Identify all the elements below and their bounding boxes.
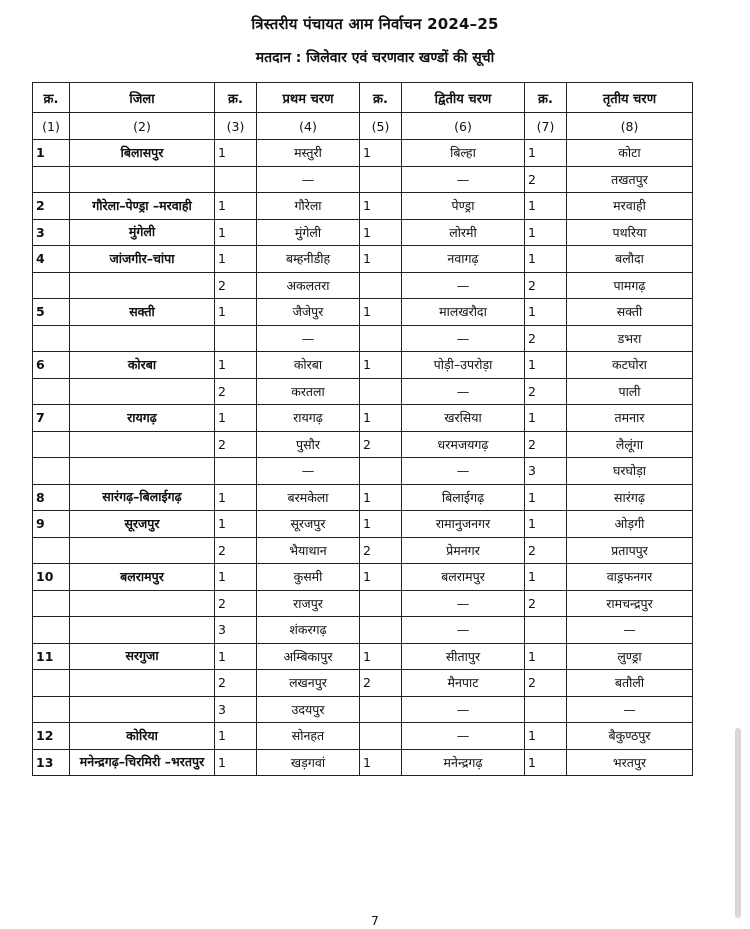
phase2-serial <box>360 590 402 617</box>
phase2-serial: 1 <box>360 643 402 670</box>
district-name: सरगुजा <box>70 643 215 670</box>
district-serial <box>33 458 70 485</box>
phase2-serial: 2 <box>360 670 402 697</box>
phase2-block: — <box>402 458 525 485</box>
table-row <box>33 484 693 511</box>
table-row <box>33 723 693 750</box>
phase1-serial: 3 <box>215 696 257 723</box>
phase3-serial: 1 <box>525 193 567 220</box>
district-serial <box>33 378 70 405</box>
district-serial: 12 <box>33 723 70 750</box>
phase1-block: बरमकेला <box>257 484 360 511</box>
col-header: जिला <box>70 83 215 113</box>
district-name <box>70 325 215 352</box>
district-serial <box>33 670 70 697</box>
district-serial <box>33 537 70 564</box>
phase2-serial: 2 <box>360 537 402 564</box>
phase1-block: शंकरगढ़ <box>257 617 360 644</box>
table-row <box>33 325 693 352</box>
phase1-block: मस्तुरी <box>257 140 360 167</box>
district-name: जांजगीर–चांपा <box>70 246 215 273</box>
district-serial <box>33 166 70 193</box>
district-serial <box>33 272 70 299</box>
phase3-block: सक्ती <box>567 299 693 326</box>
phase3-block: — <box>567 696 693 723</box>
table-row <box>33 670 693 697</box>
district-name: सारंगढ़–बिलाईगढ़ <box>70 484 215 511</box>
phase1-serial: 2 <box>215 431 257 458</box>
district-serial <box>33 617 70 644</box>
phase3-block: मरवाही <box>567 193 693 220</box>
phase2-block: सीतापुर <box>402 643 525 670</box>
col-header: तृतीय चरण <box>567 83 693 113</box>
document-subtitle: मतदान : जिलेवार एवं चरणवार खण्डों की सूची <box>255 50 495 66</box>
header-row <box>33 83 693 113</box>
col-number: (7) <box>525 113 567 140</box>
phase1-block: भैयाथान <box>257 537 360 564</box>
phase3-serial: 3 <box>525 458 567 485</box>
district-serial: 13 <box>33 749 70 776</box>
phase2-serial <box>360 458 402 485</box>
table-body <box>33 83 693 776</box>
phase1-block: लखनपुर <box>257 670 360 697</box>
phase1-serial: 1 <box>215 511 257 538</box>
phase3-block: सारंगढ़ <box>567 484 693 511</box>
phase3-serial: 1 <box>525 219 567 246</box>
district-serial: 1 <box>33 140 70 167</box>
col-header: द्वितीय चरण <box>402 83 525 113</box>
col-number: (6) <box>402 113 525 140</box>
phase2-serial: 1 <box>360 246 402 273</box>
phase2-block: धरमजयगढ़ <box>402 431 525 458</box>
phase1-block: राजपुर <box>257 590 360 617</box>
phase1-block: सूरजपुर <box>257 511 360 538</box>
phase3-serial: 1 <box>525 140 567 167</box>
phase2-block: पेण्ड्रा <box>402 193 525 220</box>
phase3-block: बलौदा <box>567 246 693 273</box>
col-header: क्र. <box>33 83 70 113</box>
phase3-serial: 1 <box>525 484 567 511</box>
phase3-serial: 2 <box>525 325 567 352</box>
phase1-serial: 1 <box>215 405 257 432</box>
phase2-block: रामानुजनगर <box>402 511 525 538</box>
district-name: बिलासपुर <box>70 140 215 167</box>
table-row <box>33 511 693 538</box>
table-row <box>33 405 693 432</box>
phase2-serial: 1 <box>360 484 402 511</box>
phase1-serial: 2 <box>215 590 257 617</box>
table-row <box>33 696 693 723</box>
col-header: क्र. <box>215 83 257 113</box>
district-serial: 5 <box>33 299 70 326</box>
phase3-block: वाड्रफनगर <box>567 564 693 591</box>
phase2-serial <box>360 166 402 193</box>
phase3-block: भरतपुर <box>567 749 693 776</box>
phase1-serial: 1 <box>215 749 257 776</box>
phase3-block: प्रतापपुर <box>567 537 693 564</box>
phase2-serial <box>360 325 402 352</box>
phase2-block: प्रेमनगर <box>402 537 525 564</box>
district-serial: 4 <box>33 246 70 273</box>
phase3-block: तमनार <box>567 405 693 432</box>
phase3-block: पामगढ़ <box>567 272 693 299</box>
district-serial: 9 <box>33 511 70 538</box>
district-name <box>70 272 215 299</box>
col-number: (3) <box>215 113 257 140</box>
district-name <box>70 166 215 193</box>
document-title: त्रिस्तरीय पंचायत आम निर्वाचन 2024–25 <box>251 15 499 33</box>
phase2-serial <box>360 696 402 723</box>
district-name <box>70 617 215 644</box>
district-name: कोरबा <box>70 352 215 379</box>
phase2-block: बिल्हा <box>402 140 525 167</box>
phase1-block: करतला <box>257 378 360 405</box>
phase2-block: बिलाईगढ़ <box>402 484 525 511</box>
col-number: (4) <box>257 113 360 140</box>
phase1-block: मुंगेली <box>257 219 360 246</box>
phase3-block: घरघोड़ा <box>567 458 693 485</box>
phase1-block: जैजेपुर <box>257 299 360 326</box>
district-name <box>70 458 215 485</box>
col-number: (8) <box>567 113 693 140</box>
phase3-serial: 1 <box>525 405 567 432</box>
scrollbar[interactable] <box>735 728 741 918</box>
page-number: 7 <box>371 914 379 928</box>
phase3-serial: 1 <box>525 564 567 591</box>
col-number: (2) <box>70 113 215 140</box>
phase3-serial <box>525 696 567 723</box>
phase1-serial: 1 <box>215 564 257 591</box>
phase1-serial: 2 <box>215 670 257 697</box>
phase1-block: कोरबा <box>257 352 360 379</box>
district-name <box>70 378 215 405</box>
district-name <box>70 670 215 697</box>
phase2-serial: 1 <box>360 749 402 776</box>
col-number: (5) <box>360 113 402 140</box>
phase1-serial: 2 <box>215 272 257 299</box>
table-row <box>33 140 693 167</box>
phase2-block: मनेन्द्रगढ़ <box>402 749 525 776</box>
phase3-serial: 1 <box>525 749 567 776</box>
phase1-serial: 1 <box>215 484 257 511</box>
district-serial <box>33 590 70 617</box>
phase2-serial: 1 <box>360 352 402 379</box>
phase3-block: बतौली <box>567 670 693 697</box>
phase3-block: लैलूंगा <box>567 431 693 458</box>
phase3-serial: 2 <box>525 166 567 193</box>
phase2-serial: 1 <box>360 405 402 432</box>
col-header: प्रथम चरण <box>257 83 360 113</box>
district-serial <box>33 431 70 458</box>
phase2-block: पोड़ी–उपरोड़ा <box>402 352 525 379</box>
phase1-serial: 1 <box>215 643 257 670</box>
phase2-block: — <box>402 696 525 723</box>
phase3-serial: 2 <box>525 537 567 564</box>
phase1-block: — <box>257 458 360 485</box>
table-row <box>33 378 693 405</box>
phase2-block: — <box>402 325 525 352</box>
district-serial <box>33 696 70 723</box>
phase3-serial: 1 <box>525 246 567 273</box>
col-number: (1) <box>33 113 70 140</box>
district-serial: 6 <box>33 352 70 379</box>
phase2-serial <box>360 617 402 644</box>
phase2-block: मैनपाट <box>402 670 525 697</box>
table-row <box>33 246 693 273</box>
phase1-serial <box>215 325 257 352</box>
phase2-serial: 1 <box>360 219 402 246</box>
district-name: रायगढ़ <box>70 405 215 432</box>
district-serial: 11 <box>33 643 70 670</box>
phase1-serial: 1 <box>215 246 257 273</box>
col-header: क्र. <box>360 83 402 113</box>
phase2-block: बलरामपुर <box>402 564 525 591</box>
phase1-block: पुसौर <box>257 431 360 458</box>
table-row <box>33 431 693 458</box>
phase3-block: डभरा <box>567 325 693 352</box>
phase1-serial: 2 <box>215 537 257 564</box>
phase3-serial: 1 <box>525 511 567 538</box>
district-name <box>70 696 215 723</box>
table-row <box>33 352 693 379</box>
phase3-block: रामचन्द्रपुर <box>567 590 693 617</box>
table-row <box>33 617 693 644</box>
table-row <box>33 564 693 591</box>
phase3-serial: 2 <box>525 378 567 405</box>
table-row <box>33 537 693 564</box>
phase1-block: उदयपुर <box>257 696 360 723</box>
district-serial <box>33 325 70 352</box>
phase2-block: मालखरौदा <box>402 299 525 326</box>
phase3-block: कोटा <box>567 140 693 167</box>
district-name: सक्ती <box>70 299 215 326</box>
phase3-block: — <box>567 617 693 644</box>
phase2-serial: 1 <box>360 511 402 538</box>
district-serial: 2 <box>33 193 70 220</box>
district-name: कोरिया <box>70 723 215 750</box>
col-header: क्र. <box>525 83 567 113</box>
district-name <box>70 537 215 564</box>
phase2-serial: 2 <box>360 431 402 458</box>
phase2-serial: 1 <box>360 299 402 326</box>
phase3-serial: 1 <box>525 643 567 670</box>
phase1-serial <box>215 166 257 193</box>
phase3-serial: 2 <box>525 272 567 299</box>
phase2-block: — <box>402 378 525 405</box>
district-name: बलरामपुर <box>70 564 215 591</box>
phase2-serial <box>360 378 402 405</box>
phase2-block: खरसिया <box>402 405 525 432</box>
phase3-serial: 2 <box>525 431 567 458</box>
phase3-serial: 2 <box>525 590 567 617</box>
district-name: मुंगेली <box>70 219 215 246</box>
phase3-serial: 1 <box>525 352 567 379</box>
phase2-serial: 1 <box>360 140 402 167</box>
district-name: मनेन्द्रगढ़–चिरमिरी –भरतपुर <box>70 749 215 776</box>
table-row <box>33 166 693 193</box>
phase2-block: — <box>402 272 525 299</box>
district-name <box>70 431 215 458</box>
phase1-serial: 2 <box>215 378 257 405</box>
phase2-block: — <box>402 617 525 644</box>
phase2-block: नवागढ़ <box>402 246 525 273</box>
phase1-serial: 1 <box>215 299 257 326</box>
district-serial: 3 <box>33 219 70 246</box>
table-row <box>33 272 693 299</box>
phase2-block: — <box>402 723 525 750</box>
phase1-serial: 3 <box>215 617 257 644</box>
phase1-block: — <box>257 166 360 193</box>
table-row <box>33 458 693 485</box>
table-row <box>33 299 693 326</box>
phase2-block: — <box>402 166 525 193</box>
phase2-serial <box>360 723 402 750</box>
phase1-serial <box>215 458 257 485</box>
phase1-serial: 1 <box>215 723 257 750</box>
phase2-serial: 1 <box>360 564 402 591</box>
phase1-block: — <box>257 325 360 352</box>
phase3-serial: 2 <box>525 670 567 697</box>
phase3-block: लुण्ड्रा <box>567 643 693 670</box>
phase1-serial: 1 <box>215 352 257 379</box>
phase1-block: रायगढ़ <box>257 405 360 432</box>
phase2-block: — <box>402 590 525 617</box>
phase3-block: बैकुण्ठपुर <box>567 723 693 750</box>
table-row <box>33 749 693 776</box>
phase1-block: गौरेला <box>257 193 360 220</box>
district-serial: 8 <box>33 484 70 511</box>
district-name <box>70 590 215 617</box>
phase3-block: तखतपुर <box>567 166 693 193</box>
phase1-serial: 1 <box>215 140 257 167</box>
phase3-serial: 1 <box>525 723 567 750</box>
district-serial: 7 <box>33 405 70 432</box>
district-serial: 10 <box>33 564 70 591</box>
table-row <box>33 193 693 220</box>
column-number-row <box>33 113 693 140</box>
district-name: गौरेला–पेण्ड्रा –मरवाही <box>70 193 215 220</box>
table-row <box>33 219 693 246</box>
phase2-serial: 1 <box>360 193 402 220</box>
phase2-serial <box>360 272 402 299</box>
table-row <box>33 590 693 617</box>
phase1-block: खड़गवां <box>257 749 360 776</box>
phase1-block: कुसमी <box>257 564 360 591</box>
phase3-block: ओड़गी <box>567 511 693 538</box>
phase3-block: पथरिया <box>567 219 693 246</box>
phase-table <box>32 82 693 776</box>
phase1-block: बम्हनीडीह <box>257 246 360 273</box>
phase3-block: कटघोरा <box>567 352 693 379</box>
phase2-block: लोरमी <box>402 219 525 246</box>
phase3-serial: 1 <box>525 299 567 326</box>
table-row <box>33 643 693 670</box>
district-name: सूरजपुर <box>70 511 215 538</box>
phase1-block: सोनहत <box>257 723 360 750</box>
phase1-serial: 1 <box>215 193 257 220</box>
phase3-serial <box>525 617 567 644</box>
phase1-serial: 1 <box>215 219 257 246</box>
phase1-block: अम्बिकापुर <box>257 643 360 670</box>
phase1-block: अकलतरा <box>257 272 360 299</box>
phase3-block: पाली <box>567 378 693 405</box>
